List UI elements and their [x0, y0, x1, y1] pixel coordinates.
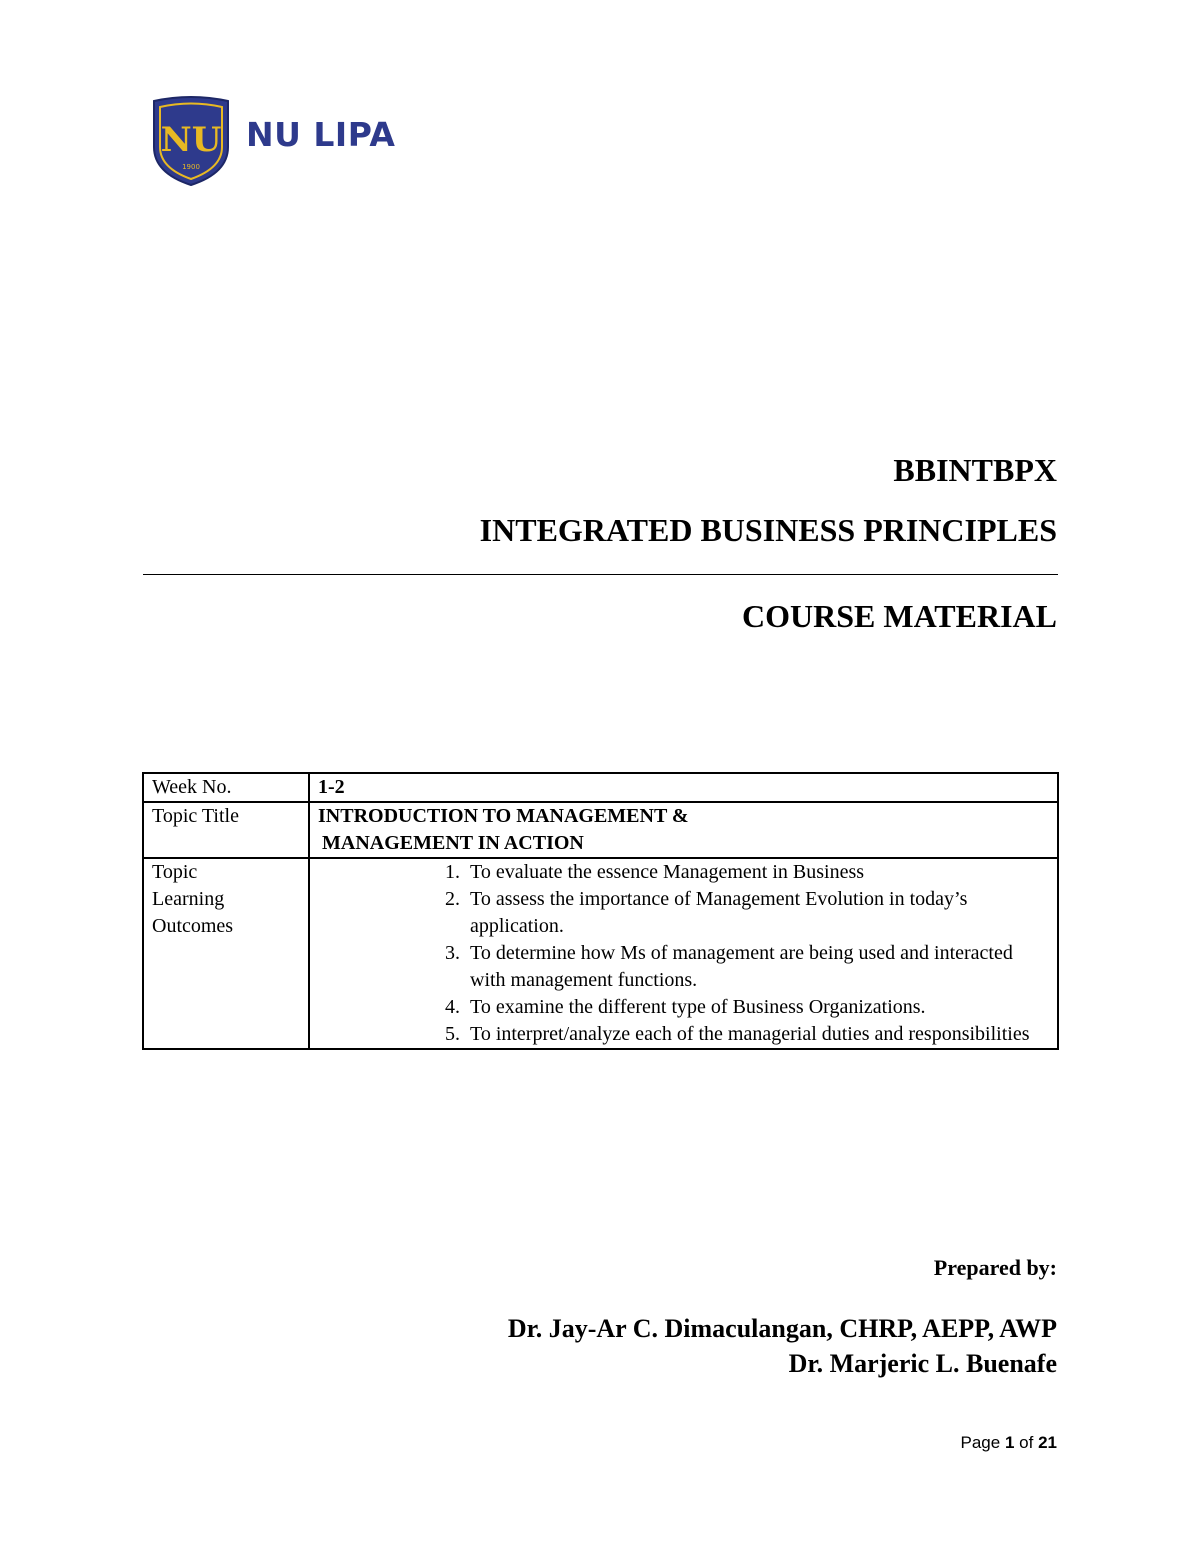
page-prefix: Page	[960, 1433, 1001, 1452]
list-item-number: 5.	[445, 1023, 460, 1045]
table-row-week	[143, 773, 1058, 802]
list-item	[445, 1021, 1049, 1048]
topic-title-line2: MANAGEMENT IN ACTION	[322, 832, 584, 854]
page-of: of	[1019, 1433, 1034, 1452]
outcomes-label	[143, 858, 309, 1049]
outcomes-label-line1: Topic	[152, 861, 198, 883]
list-item-number: 1.	[445, 861, 460, 883]
emblem-year: 1900	[182, 163, 200, 171]
title-divider	[143, 574, 1058, 575]
list-item-text: To examine the different type of Business Organizations.	[470, 996, 926, 1018]
list-item	[445, 886, 1049, 940]
course-info-table	[142, 772, 1059, 1050]
list-item-number: 3.	[445, 942, 460, 964]
list-item-text: To assess the importance of Management Evolution in today’s application.	[470, 888, 968, 937]
table-row-topic-title	[143, 802, 1058, 858]
emblem-letters: NU	[160, 120, 222, 160]
logo-text: NU LIPA	[246, 115, 396, 154]
nu-lipa-logo	[146, 95, 396, 187]
list-item-text: To interpret/analyze each of the managerial duties and responsibilities	[470, 1023, 1030, 1045]
prepared-by-label: Prepared by:	[933, 1255, 1057, 1280]
shield-emblem-icon	[146, 95, 236, 187]
outcomes-label-line2: Learning	[152, 888, 225, 910]
list-item	[445, 859, 1049, 886]
course-title: INTEGRATED BUSINESS PRINCIPLES	[479, 512, 1057, 548]
list-item-text: To determine how Ms of management are being used and interacted with management functions.	[470, 942, 1013, 991]
course-code: BBINTBPX	[893, 452, 1057, 488]
topic-title-label: Topic Title	[143, 802, 309, 858]
author-primary: Dr. Jay-Ar C. Dimaculangan, CHRP, AEPP, AWP	[507, 1314, 1057, 1343]
topic-title-value	[309, 802, 1058, 858]
table-row-outcomes	[143, 858, 1058, 1049]
outcomes-label-line3: Outcomes	[152, 915, 234, 937]
list-item-number: 2.	[445, 888, 460, 910]
list-item	[445, 994, 1049, 1021]
list-item-number: 4.	[445, 996, 460, 1018]
page-total: 21	[1038, 1433, 1057, 1452]
page-number	[961, 1433, 1057, 1453]
list-item-text: To evaluate the essence Management in Business	[470, 861, 865, 883]
outcomes-list	[318, 859, 1049, 1048]
page-current: 1	[1004, 1433, 1015, 1452]
list-item	[445, 940, 1049, 994]
topic-title-line1: INTRODUCTION TO MANAGEMENT &	[318, 805, 689, 827]
week-label: Week No.	[143, 773, 309, 802]
author-secondary: Dr. Marjeric L. Buenafe	[788, 1349, 1057, 1378]
week-value: 1-2	[309, 773, 1058, 802]
material-label: COURSE MATERIAL	[742, 598, 1057, 634]
outcomes-list-cell	[309, 858, 1058, 1049]
